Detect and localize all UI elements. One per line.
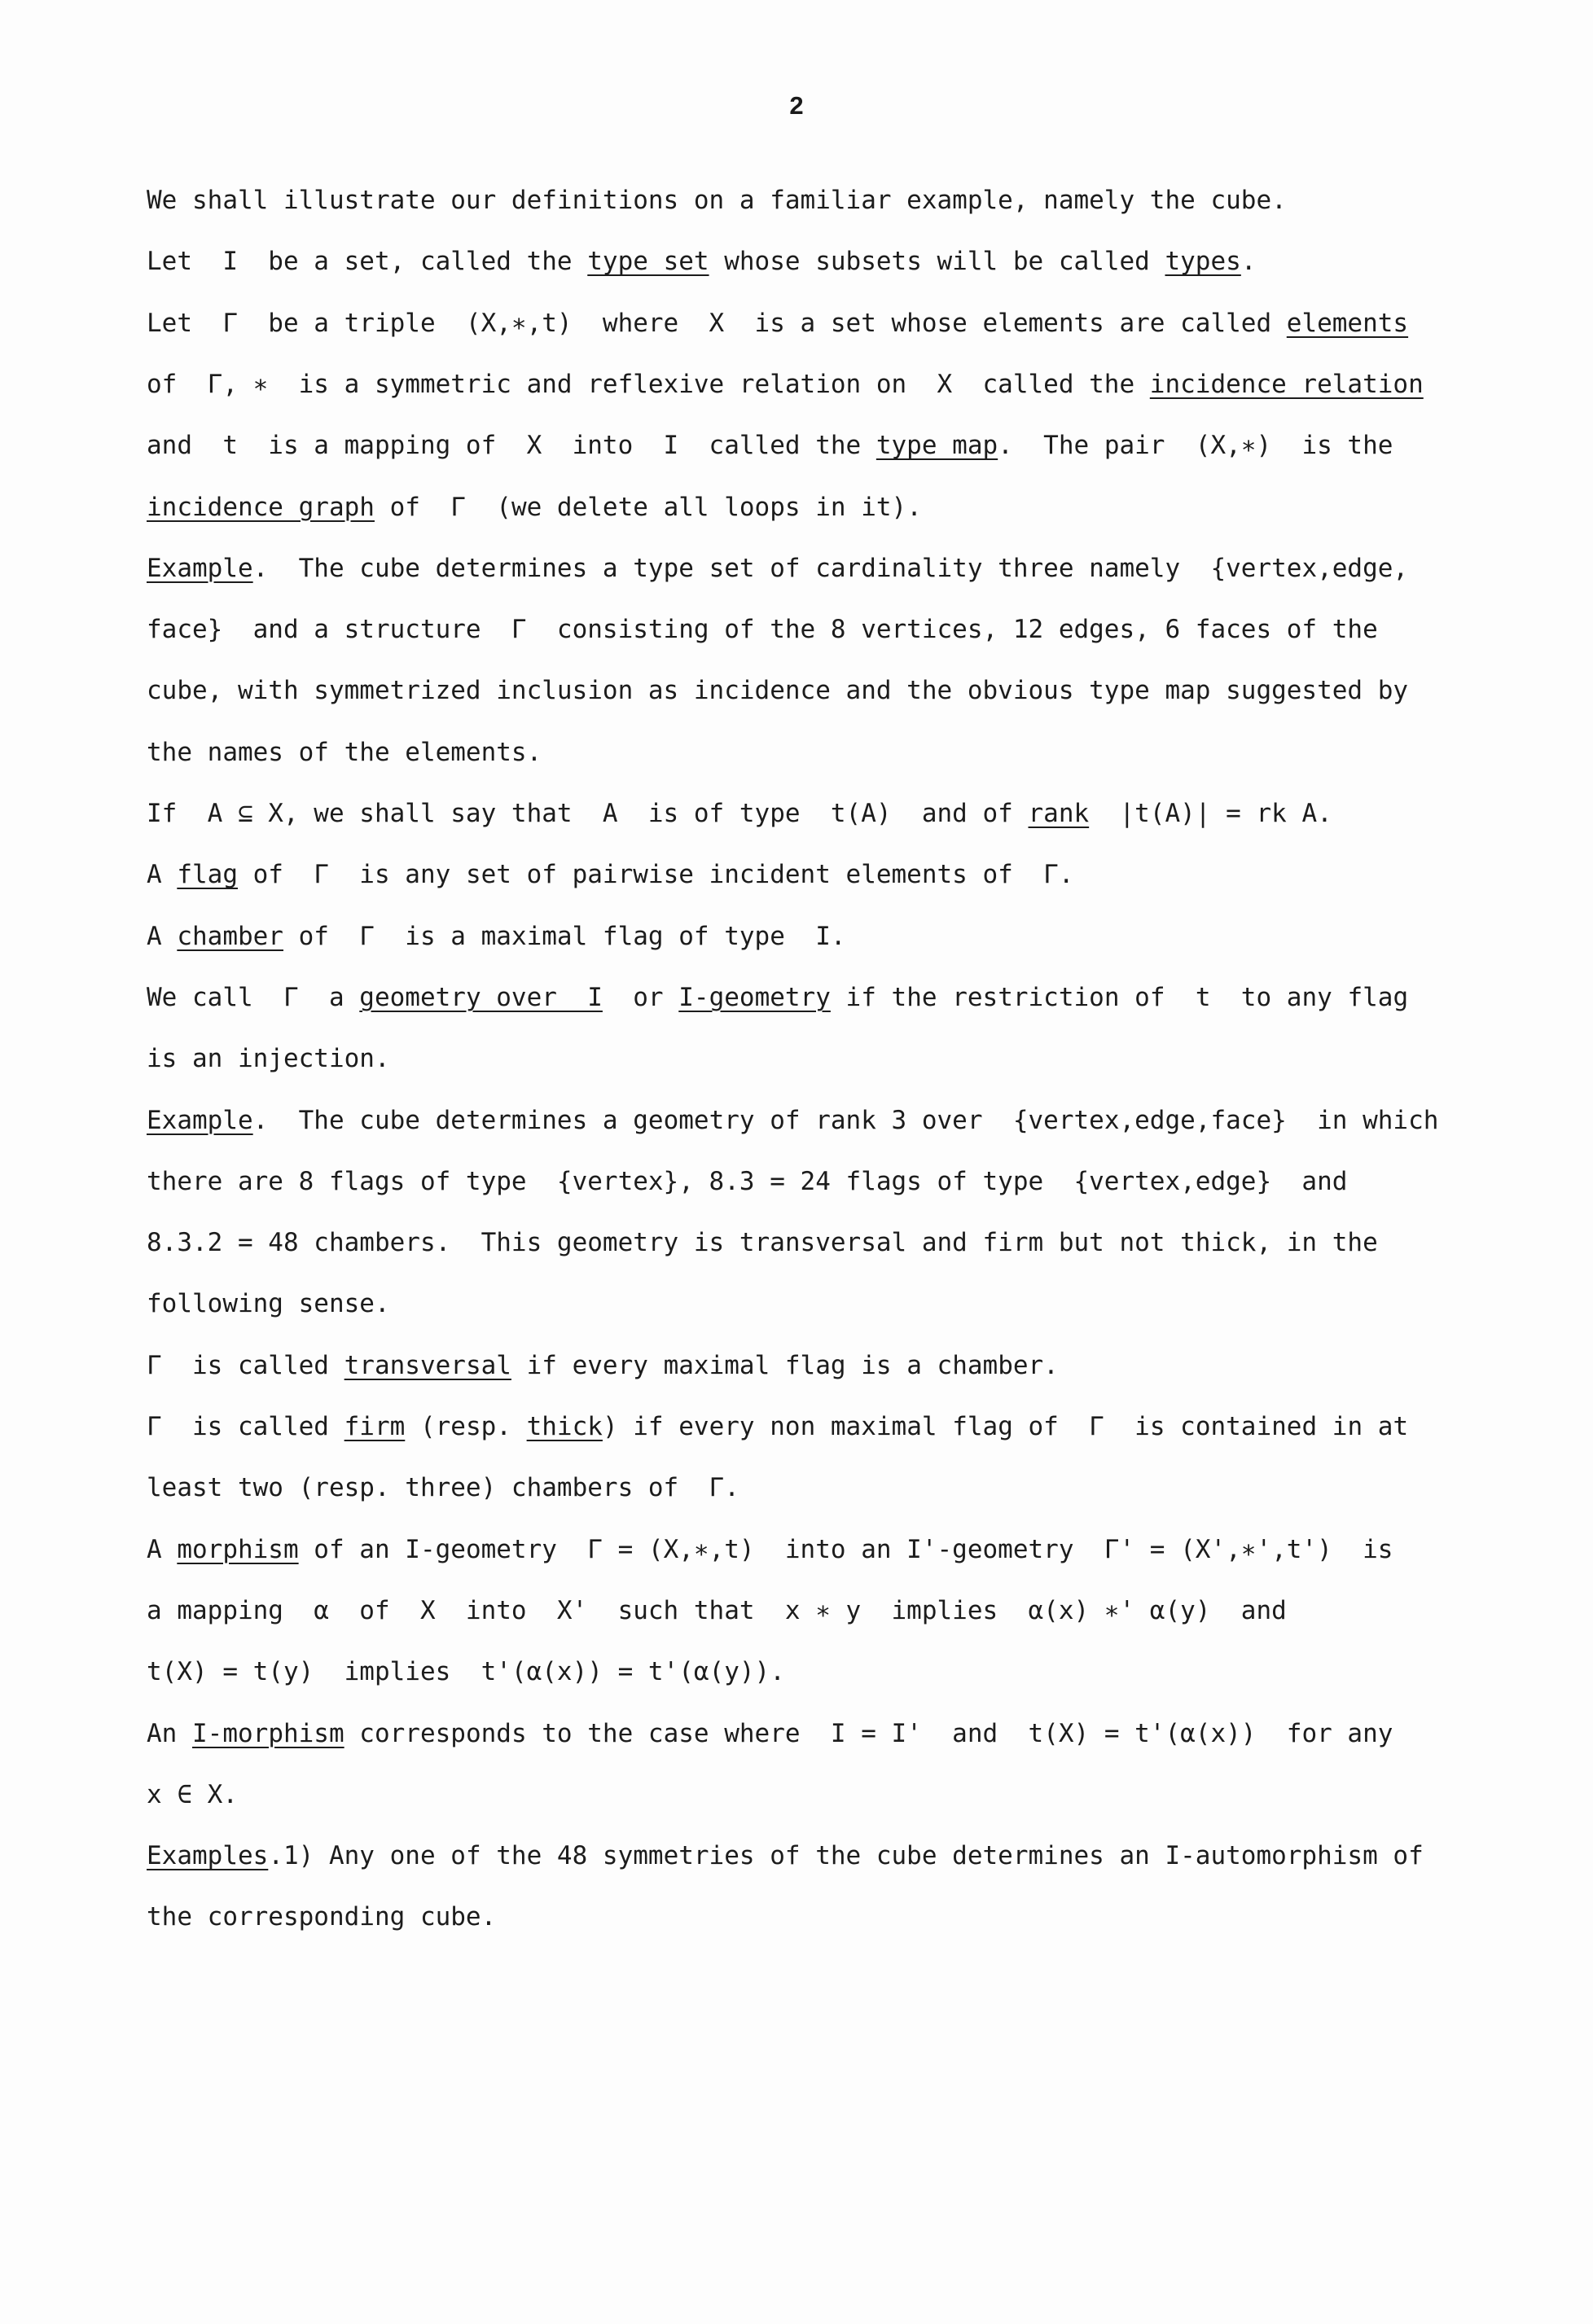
text-line (147, 920, 1466, 953)
text-line (147, 1901, 1466, 1933)
text-run: is an injection. (147, 1044, 390, 1074)
text-line (147, 307, 1466, 340)
text-run: following sense. (147, 1289, 390, 1319)
text-line (147, 1471, 1466, 1504)
text-run: and t is a mapping of X into I called the (147, 431, 876, 461)
underlined-term: flag (177, 860, 238, 890)
text-line (147, 1717, 1466, 1750)
text-line (147, 1533, 1466, 1566)
text-run: Γ is called (147, 1350, 344, 1380)
text-line (147, 736, 1466, 769)
text-line (147, 368, 1466, 401)
text-run: A (147, 1534, 178, 1564)
underlined-term: transversal (344, 1350, 511, 1380)
text-line (147, 184, 1466, 217)
underlined-term: Example (147, 1105, 253, 1135)
text-run: We call Γ a (147, 982, 360, 1012)
text-line (147, 1410, 1466, 1443)
underlined-term: I-geometry (678, 982, 831, 1012)
underlined-term: type map (875, 431, 998, 461)
underlined-term: Example (147, 553, 253, 583)
text-run: Γ is called (147, 1412, 344, 1441)
text-line (147, 674, 1466, 707)
underlined-term: chamber (177, 921, 283, 951)
text-run: the corresponding cube. (147, 1902, 497, 1932)
underlined-term: geometry over I (359, 982, 603, 1012)
text-line (147, 613, 1466, 646)
text-line (147, 1226, 1466, 1259)
text-run: We shall illustrate our definitions on a familiar example, namely the cube. (147, 186, 1287, 215)
text-run: . The cube determines a type set of cardinality three namely {vertex,edge, (252, 553, 1409, 583)
text-run: of Γ, ∗ is a symmetric and reflexive relation on X called the (147, 369, 1150, 399)
underlined-term: rank (1028, 799, 1090, 828)
text-line (147, 1165, 1466, 1198)
text-line (147, 1778, 1466, 1811)
text-run: if every maximal flag is a chamber. (511, 1350, 1059, 1380)
text-run: whose subsets will be called (709, 247, 1165, 277)
text-run: of Γ (we delete all loops in it). (374, 492, 922, 522)
text-run: there are 8 flags of type {vertex}, 8.3 = 24 flags of type {vertex,edge} and (147, 1166, 1348, 1196)
page-number: 2 (789, 91, 804, 120)
text-run: of Γ is any set of pairwise incident elements of Γ. (237, 860, 1074, 890)
text-run: . The pair (X,∗) is the (998, 431, 1393, 461)
text-run: x ∈ X. (147, 1779, 238, 1809)
text-run: cube, with symmetrized inclusion as incidence and the obvious type map suggested by (147, 676, 1409, 706)
text-run: .1) Any one of the 48 symmetries of the cube determines an I-automorphism of (268, 1841, 1424, 1871)
text-run: Let Γ be a triple (X,∗,t) where X is a set whose elements are called (147, 308, 1287, 338)
text-run: the names of the elements. (147, 737, 542, 767)
underlined-term: firm (344, 1412, 406, 1441)
text-run: if the restriction of t to any flag (830, 982, 1409, 1012)
text-line (147, 981, 1466, 1014)
text-line (147, 1839, 1466, 1872)
text-run: . The cube determines a geometry of rank 3 over {vertex,edge,face} in which (252, 1105, 1439, 1135)
text-line (147, 1349, 1466, 1382)
underlined-term: I-morphism (192, 1718, 344, 1748)
text-run: of an I-geometry Γ = (X,∗,t) into an I'-geometry Γ' = (X',∗',t') is (298, 1534, 1393, 1564)
text-run: (resp. (405, 1412, 527, 1441)
text-line (147, 797, 1466, 830)
text-run: or (602, 982, 679, 1012)
text-line (147, 1594, 1466, 1627)
text-run: corresponds to the case where I = I' and t(X) = t'(α(x)) for any (344, 1718, 1393, 1748)
text-line (147, 552, 1466, 585)
text-line (147, 1287, 1466, 1320)
text-line (147, 491, 1466, 524)
underlined-term: Examples (147, 1841, 269, 1871)
text-line (147, 429, 1466, 462)
text-line (147, 1104, 1466, 1137)
text-run: t(X) = t(y) implies t'(α(x)) = t'(α(y)). (147, 1657, 785, 1687)
underlined-term: thick (526, 1412, 603, 1441)
underlined-term: type set (587, 247, 709, 277)
text-run: If A ⊆ X, we shall say that A is of type t(A) and of (147, 799, 1029, 828)
underlined-term: incidence relation (1149, 369, 1424, 399)
text-line (147, 1042, 1466, 1075)
text-line (147, 1655, 1466, 1688)
underlined-term: morphism (177, 1534, 299, 1564)
text-run: least two (resp. three) chambers of Γ. (147, 1473, 739, 1503)
text-line (147, 245, 1466, 278)
text-run: face} and a structure Γ consisting of the 8 vertices, 12 edges, 6 faces of the (147, 615, 1378, 645)
text-run: Let I be a set, called the (147, 247, 588, 277)
underlined-term: types (1165, 247, 1241, 277)
text-run: a mapping α of X into X' such that x ∗ y implies α(x) ∗' α(y) and (147, 1595, 1287, 1625)
underlined-term: incidence graph (147, 492, 375, 522)
text-run: of Γ is a maximal flag of type I. (283, 921, 846, 951)
text-run: A (147, 860, 178, 890)
text-run: 8.3.2 = 48 chambers. This geometry is transversal and firm but not thick, in the (147, 1228, 1378, 1258)
text-line (147, 858, 1466, 891)
underlined-term: elements (1286, 308, 1409, 338)
text-run: . (1240, 247, 1257, 277)
text-run: An (147, 1718, 192, 1748)
text-run: ) if every non maximal flag of Γ is contained in at (602, 1412, 1409, 1441)
text-run: A (147, 921, 178, 951)
text-run: |t(A)| = rk A. (1089, 799, 1332, 828)
